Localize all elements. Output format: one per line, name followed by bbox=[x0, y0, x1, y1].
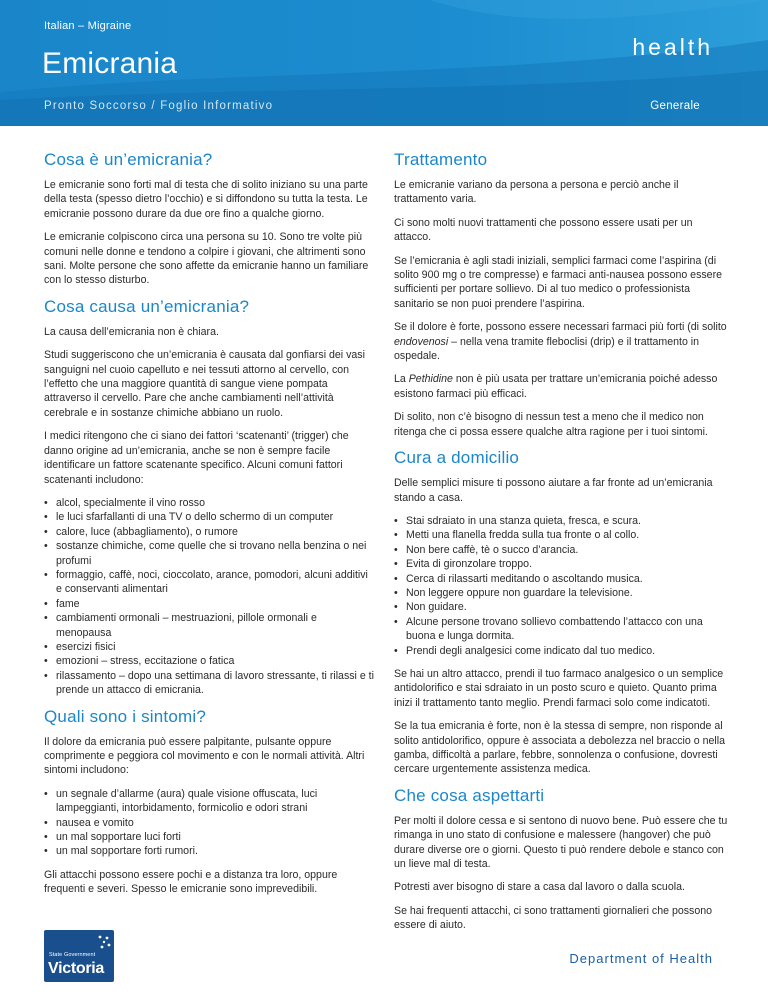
paragraph: Di solito, non c’è bisogno di nessun test a meno che il medico non ritenga che ci possa essere qualche altra ragione per i tuoi sintomi. bbox=[394, 411, 708, 438]
list-item: • un mal sopportare forti rumori. bbox=[44, 844, 374, 858]
paragraph: Le emicranie sono forti mal di testa che di solito iniziano su una parte della testa (spesso dietro l’occhio) e si diffondono su tutta la testa. Le emicranie possono durare da due ore fino a qualche giorno. bbox=[44, 179, 368, 220]
section-heading: Che cosa aspettarti bbox=[394, 785, 545, 805]
emphasis-text: endovenosi bbox=[394, 335, 449, 348]
paragraph: Le emicranie colpiscono circa una persona su 10. Sono tre volte più comuni nelle donne e tendono a colpire i giovani, che altrimenti sono sani. Molte persone che sono affette da emicranie hanno un familiare con lo stesso disturbo. bbox=[44, 231, 369, 287]
brand-wordmark: health bbox=[632, 34, 713, 60]
paragraph: Delle semplici misure ti possono aiutare a far fronte ad un’emicrania stando a casa. bbox=[394, 477, 713, 504]
section-heading: Cosa causa un’emicrania? bbox=[44, 296, 250, 316]
triggers-list bbox=[44, 496, 374, 698]
category-label: Generale bbox=[650, 100, 700, 112]
list-item: • esercizi fisici bbox=[44, 640, 374, 654]
paragraph: Potresti aver bisogno di stare a casa dal lavoro o dalla scuola. bbox=[394, 881, 685, 894]
section-heading: Cosa è un’emicrania? bbox=[44, 150, 213, 169]
list-item: • le luci sfarfallanti di una TV o dello schermo di un computer bbox=[44, 510, 374, 524]
paragraph: Studi suggeriscono che un’emicrania è causata dal gonfiarsi dei vasi sanguigni nel cuoio capelluto e nei tessuti attorno al cervello, con l’effetto che una maggiore quantità di sangue viene pompata attraverso il cervello. Pare che anche cambiamenti nell’attività cerebrale e in sostanze chimiche abbiano un ruolo. bbox=[44, 349, 365, 419]
paragraph: Se l’emicrania è agli stadi iniziali, semplici farmaci come l’aspirina (di solito 900 mg o tre compresse) e farmaci anti-nausea possono essere sufficienti per portare sollievo. Di al tuo medico o professionista sanitario se non puoi prendere l’aspirina. bbox=[394, 254, 722, 310]
paragraph: Le emicranie variano da persona a persona e perciò anche il trattamento varia. bbox=[394, 179, 679, 206]
list-item: • Evita di gironzolare troppo. bbox=[394, 557, 728, 571]
left-column bbox=[44, 150, 374, 906]
text-run: La bbox=[394, 373, 409, 386]
section-treatment bbox=[394, 150, 728, 439]
page-subtitle: Pronto Soccorso / Foglio Informativo bbox=[44, 100, 274, 112]
symptoms-list bbox=[44, 787, 374, 859]
southern-cross-icon bbox=[96, 934, 112, 950]
paragraph: I medici ritengono che ci siano dei fattori ‘scatenanti’ (trigger) che danno origine ad un’emicrania, anche se non è sempre facile identificare un fattore scatenante specifico. Alcuni comuni fattori scatenanti includono: bbox=[44, 430, 349, 486]
text-run: non è più usata per trattare un’emicrania poiché adesso esistono farmaci più efficaci. bbox=[394, 373, 718, 400]
section-heading: Cura a domicilio bbox=[394, 448, 520, 468]
list-item: • Non guidare. bbox=[394, 600, 728, 614]
list-item: • Non bere caffè, tè o succo d’arancia. bbox=[394, 543, 728, 557]
paragraph: Il dolore da emicrania può essere palpitante, pulsante oppure comprimente e peggiora col movimento e con le normali attività. Altri sintomi includono: bbox=[44, 735, 365, 777]
paragraph bbox=[394, 372, 728, 401]
list-item: • Non leggere oppure non guardare la televisione. bbox=[394, 586, 728, 600]
text-run: Se il dolore è forte, possono essere necessari farmaci più forti (di solito bbox=[394, 321, 727, 334]
section-heading: Quali sono i sintomi? bbox=[44, 706, 206, 726]
list-item: • sostanze chimiche, come quelle che si trovano nella benzina o nei profumi bbox=[44, 539, 374, 568]
paragraph bbox=[394, 320, 728, 363]
section-causes bbox=[44, 297, 374, 698]
list-item: • Stai sdraiato in una stanza quieta, fresca, e scura. bbox=[394, 514, 728, 528]
list-item: • Metti una flanella fredda sulla tua fronte o al collo. bbox=[394, 528, 728, 542]
home-care-list bbox=[394, 514, 728, 658]
emphasis-text: Pethidine bbox=[408, 373, 453, 386]
list-item: • Cerca di rilassarti meditando o ascoltando musica. bbox=[394, 572, 728, 586]
list-item: • un segnale d’allarme (aura) quale visione offuscata, luci lampeggianti, intorbidamento, formicolio e odori strani bbox=[44, 787, 374, 816]
list-item: • emozioni – stress, eccitazione o fatica bbox=[44, 654, 374, 668]
list-item: • alcol, specialmente il vino rosso bbox=[44, 496, 374, 510]
list-item: • un mal sopportare luci forti bbox=[44, 830, 374, 844]
page-title: Emicrania bbox=[42, 47, 178, 80]
section-symptoms bbox=[44, 707, 374, 897]
logo-big-text: Victoria bbox=[48, 960, 104, 977]
victoria-government-logo bbox=[44, 930, 114, 982]
paragraph: Se hai un altro attacco, prendi il tuo farmaco analgesico o un semplice antidolorifico e stai sdraiato in un posto scuro e quieto. Quanto prima inizi il trattamento tanto meglio. Prendi farmaci solo come indicatoti. bbox=[394, 667, 724, 709]
document-language-label: Italian – Migraine bbox=[44, 20, 132, 32]
list-item: • rilassamento – dopo una settimana di lavoro stressante, ti rilassi e ti prende un attacco di emicrania. bbox=[44, 669, 374, 698]
paragraph: La causa dell’emicrania non è chiara. bbox=[44, 325, 219, 338]
paragraph: Se la tua emicrania è forte, non è la stessa di sempre, non risponde al solito antidolorifico, oppure è associata a debolezza nel braccio o nella gamba, difficoltà a parlare, febbre, sonnolenza o confusione, dovresti cercare urgentemente assistenza medica. bbox=[394, 720, 725, 776]
header-banner bbox=[0, 0, 768, 126]
section-what-is-migraine bbox=[44, 150, 374, 288]
section-what-to-expect bbox=[394, 786, 728, 933]
paragraph: Se hai frequenti attacchi, ci sono trattamenti giornalieri che possono essere di aiuto. bbox=[394, 904, 712, 932]
list-item: • formaggio, caffè, noci, cioccolato, arance, pomodori, alcuni additivi e conservanti alimentari bbox=[44, 568, 374, 597]
paragraph: Ci sono molti nuovi trattamenti che possono essere usati per un attacco. bbox=[394, 216, 693, 244]
paragraph: Gli attacchi possono essere pochi e a distanza tra loro, oppure frequenti e severi. Spesso le emicranie sono imprevedibili. bbox=[44, 868, 338, 896]
section-heading: Trattamento bbox=[394, 150, 488, 169]
list-item: • Prendi degli analgesici come indicato dal tuo medico. bbox=[394, 644, 728, 658]
list-item: • nausea e vomito bbox=[44, 816, 374, 830]
list-item: • cambiamenti ormonali – mestruazioni, pillole ormonali e menopausa bbox=[44, 611, 374, 640]
list-item: • fame bbox=[44, 597, 374, 611]
right-column bbox=[394, 150, 728, 942]
paragraph: Per molti il dolore cessa e si sentono di nuovo bene. Può essere che tu rimanga in uno stato di confusione e malessere (hangover) che può durare diverse ore o giorni. Questo ti può rendere debole e stanco con un lieve mal di testa. bbox=[394, 814, 728, 871]
text-run: – nella vena tramite fleboclisi (drip) e il trattamento in ospedale. bbox=[394, 335, 700, 363]
section-home-care bbox=[394, 448, 728, 777]
logo-small-text: State Government bbox=[49, 952, 96, 958]
department-name: Department of Health bbox=[569, 951, 713, 966]
list-item: • Alcune persone trovano sollievo combattendo l’attacco con una buona e lunga dormita. bbox=[394, 615, 728, 644]
list-item: • calore, luce (abbagliamento), o rumore bbox=[44, 525, 374, 539]
